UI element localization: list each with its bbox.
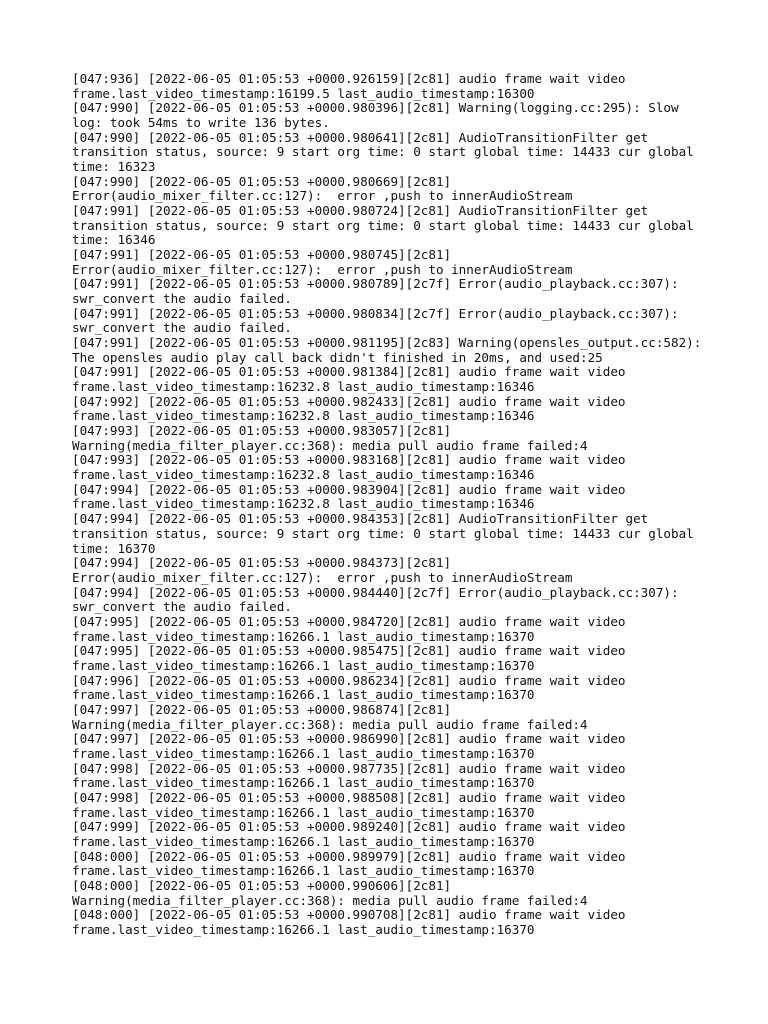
log-line: frame.last_video_timestamp:16266.1 last_audio_timestamp:16370 [72,657,535,673]
log-line: frame.last_video_timestamp:16266.1 last_audio_timestamp:16370 [72,921,535,937]
log-line: [047:994] [2022-06-05 01:05:53 +0000.984373][2c81] [72,555,452,571]
log-line: [047:936] [2022-06-05 01:05:53 +0000.926159][2c81] audio frame wait video [72,71,626,86]
log-line: frame.last_video_timestamp:16266.1 last_audio_timestamp:16370 [72,745,535,761]
log-line: [047:995] [2022-06-05 01:05:53 +0000.984720][2c81] audio frame wait video [72,613,626,629]
log-line: [047:997] [2022-06-05 01:05:53 +0000.986874][2c81] [72,701,452,717]
log-line: frame.last_video_timestamp:16266.1 last_audio_timestamp:16370 [72,628,535,644]
log-line: frame.last_video_timestamp:16232.8 last_audio_timestamp:16346 [72,496,535,512]
log-line: [047:993] [2022-06-05 01:05:53 +0000.983057][2c81] [72,423,452,439]
log-line: frame.last_video_timestamp:16232.8 last_audio_timestamp:16346 [72,408,535,424]
log-line: [047:998] [2022-06-05 01:05:53 +0000.987735][2c81] audio frame wait video [72,760,626,776]
log-text-block [72,72,712,938]
log-line: [048:000] [2022-06-05 01:05:53 +0000.990708][2c81] audio frame wait video [72,907,626,923]
log-line: [047:999] [2022-06-05 01:05:53 +0000.989240][2c81] audio frame wait video [72,819,626,835]
log-line: Error(audio_mixer_filter.cc:127): error ,push to innerAudioStream [72,261,573,277]
log-line: [047:995] [2022-06-05 01:05:53 +0000.985475][2c81] audio frame wait video [72,643,626,659]
log-line: [048:000] [2022-06-05 01:05:53 +0000.989979][2c81] audio frame wait video [72,848,626,864]
log-line: Warning(media_filter_player.cc:368): media pull audio frame failed:4 [72,437,588,453]
log-line: frame.last_video_timestamp:16266.1 last_audio_timestamp:16370 [72,833,535,849]
log-line: [047:993] [2022-06-05 01:05:53 +0000.983168][2c81] audio frame wait video [72,452,626,468]
log-line: frame.last_video_timestamp:16266.1 last_audio_timestamp:16370 [72,804,535,820]
log-line: [048:000] [2022-06-05 01:05:53 +0000.990606][2c81] [72,877,452,893]
log-line: swr_convert the audio failed. [72,320,292,336]
log-line: transition status, source: 9 start org time: 0 start global time: 14433 cur global [72,525,694,541]
log-line: [047:991] [2022-06-05 01:05:53 +0000.980724][2c81] AudioTransitionFilter get [72,203,649,219]
log-line: [047:990] [2022-06-05 01:05:53 +0000.980669][2c81] [72,173,452,189]
log-line: [047:992] [2022-06-05 01:05:53 +0000.982433][2c81] audio frame wait video [72,393,626,409]
log-line: frame.last_video_timestamp:16266.1 last_audio_timestamp:16370 [72,687,535,703]
log-line: [047:998] [2022-06-05 01:05:53 +0000.988508][2c81] audio frame wait video [72,789,626,805]
log-line: transition status, source: 9 start org time: 0 start global time: 14433 cur global [72,217,694,233]
log-line: frame.last_video_timestamp:16232.8 last_audio_timestamp:16346 [72,379,535,395]
log-line: [047:991] [2022-06-05 01:05:53 +0000.980834][2c7f] Error(audio_playback.cc:307): [72,305,679,321]
log-line: [047:997] [2022-06-05 01:05:53 +0000.986990][2c81] audio frame wait video [72,731,626,747]
log-line: Warning(media_filter_player.cc:368): media pull audio frame failed:4 [72,892,588,908]
log-line: frame.last_video_timestamp:16266.1 last_audio_timestamp:16370 [72,775,535,791]
log-line: swr_convert the audio failed. [72,291,292,307]
log-line: [047:991] [2022-06-05 01:05:53 +0000.980745][2c81] [72,247,452,263]
log-line: Error(audio_mixer_filter.cc:127): error ,push to innerAudioStream [72,569,573,585]
log-line: The opensles audio play call back didn't finished in 20ms, and used:25 [72,349,603,365]
log-line: frame.last_video_timestamp:16199.5 last_audio_timestamp:16300 [72,85,535,101]
log-line: frame.last_video_timestamp:16232.8 last_audio_timestamp:16346 [72,467,535,483]
log-line: [047:994] [2022-06-05 01:05:53 +0000.983904][2c81] audio frame wait video [72,481,626,497]
log-line: [047:994] [2022-06-05 01:05:53 +0000.984440][2c7f] Error(audio_playback.cc:307): [72,584,679,600]
log-line: time: 16370 [72,540,156,556]
log-line: Error(audio_mixer_filter.cc:127): error ,push to innerAudioStream [72,188,573,204]
log-line: time: 16323 [72,159,156,175]
log-line: [047:996] [2022-06-05 01:05:53 +0000.986234][2c81] audio frame wait video [72,672,626,688]
log-line: transition status, source: 9 start org time: 0 start global time: 14433 cur global [72,144,694,160]
log-line: [047:991] [2022-06-05 01:05:53 +0000.981384][2c81] audio frame wait video [72,364,626,380]
log-line: [047:990] [2022-06-05 01:05:53 +0000.980396][2c81] Warning(logging.cc:295): Slow [72,100,679,116]
log-line: time: 16346 [72,232,156,248]
log-line: swr_convert the audio failed. [72,599,292,615]
log-line: log: took 54ms to write 136 bytes. [72,115,330,131]
log-line: [047:991] [2022-06-05 01:05:53 +0000.980789][2c7f] Error(audio_playback.cc:307): [72,276,679,292]
log-line: [047:991] [2022-06-05 01:05:53 +0000.981195][2c83] Warning(opensles_output.cc:582): [72,335,702,351]
log-line: frame.last_video_timestamp:16266.1 last_audio_timestamp:16370 [72,863,535,879]
log-line: [047:990] [2022-06-05 01:05:53 +0000.980641][2c81] AudioTransitionFilter get [72,129,649,145]
log-line: [047:994] [2022-06-05 01:05:53 +0000.984353][2c81] AudioTransitionFilter get [72,511,649,527]
log-line: Warning(media_filter_player.cc:368): media pull audio frame failed:4 [72,716,588,732]
